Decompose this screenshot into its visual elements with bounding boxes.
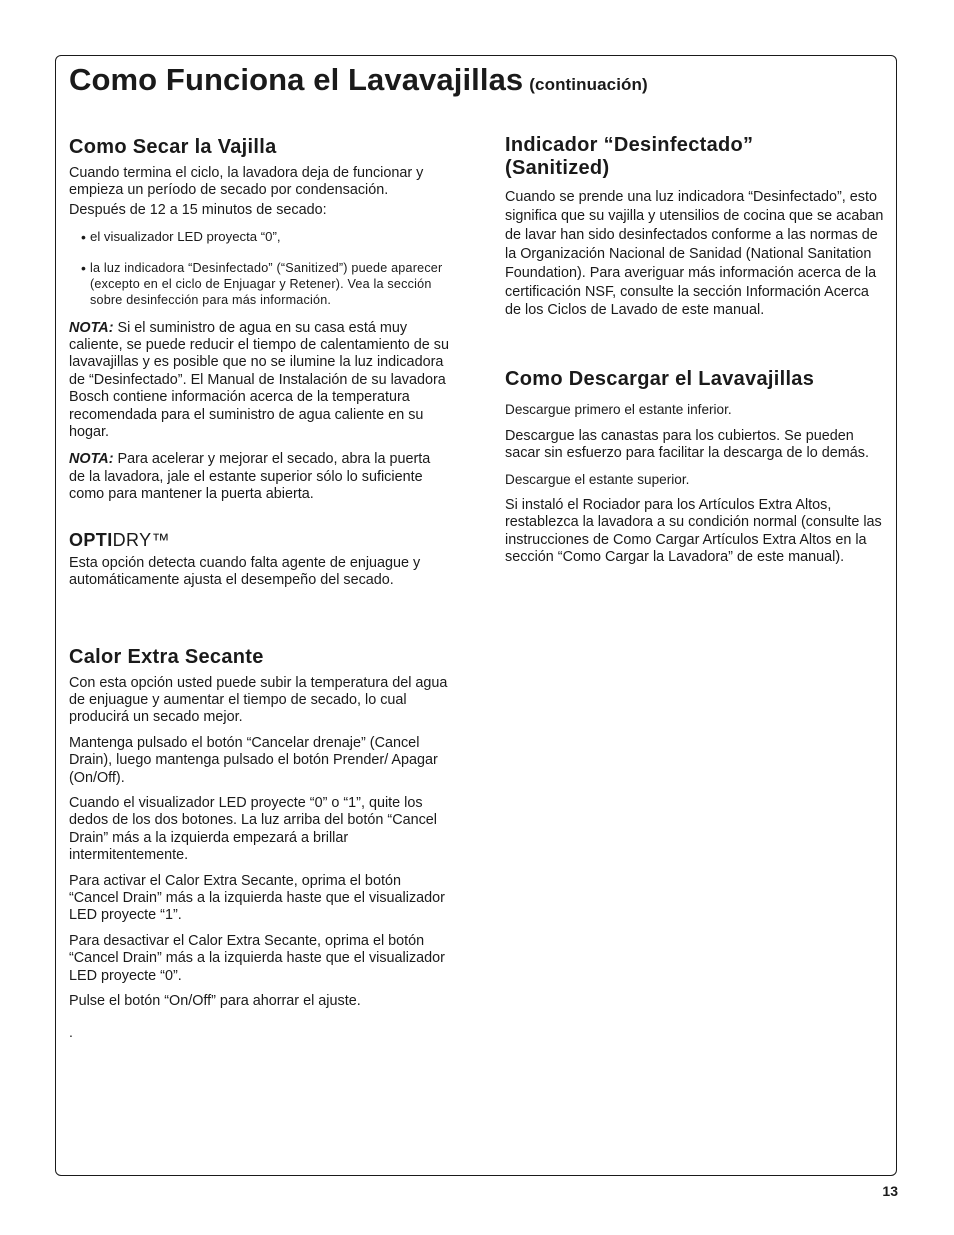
note-label: NOTA:	[69, 451, 114, 468]
unload-paragraph: Si instaló el Rociador para los Artículos Extra Altos, restablezca la lavadora a su condición normal (consulte las instrucciones de Como Cargar Artículos Extra Altos en la sección “Como Cargar la Lavadora” de este manual).	[505, 496, 882, 566]
page-title-main: Como Funciona el Lavavajillas	[69, 62, 524, 97]
optidry-bold: OPTI	[69, 529, 113, 550]
dry-bullet-list	[69, 229, 449, 307]
extra-dry-paragraph: Con esta opción usted puede subir la temperatura del agua de enjuague y aumentar el tiempo de secado, lo cual producirá un secado mejor.	[69, 674, 448, 726]
heading-sanitized-line1: Indicador “Desinfectado”	[505, 134, 754, 156]
left-column	[69, 136, 449, 1050]
trailing-dot: .	[69, 1024, 73, 1041]
unload-paragraph: Descargue las canastas para los cubiertos. Se pueden sacar sin esfuerzo para facilitar la descarga de lo demás.	[505, 427, 869, 462]
note-text: Si el suministro de agua en su casa está muy caliente, se puede reducir el tiempo de calentamiento de su lavavajillas y es posible que no se ilumine la luz indicadora de “Desinfectado”. El Manual de Instalación de su lavadora Bosch contiene información acerca de la temperatura recomendada para el suministro de agua caliente en su hogar.	[69, 319, 449, 441]
extra-dry-paragraph: Para desactivar el Calor Extra Secante, oprima el botón “Cancel Drain” más a la izquierda haste que el visualizador LED proyecte “0”.	[69, 932, 445, 984]
note-label: NOTA:	[69, 319, 114, 336]
extra-dry-paragraph: Pulse el botón “On/Off” para ahorrar el ajuste.	[69, 993, 361, 1009]
dry-intro: Cuando termina el ciclo, la lavadora deja de funcionar y empieza un período de secado por condensación.	[69, 165, 424, 199]
page-title-continued: (continuación)	[529, 75, 648, 94]
heading-extra-dry: Calor Extra Secante	[69, 645, 264, 668]
section-optidry	[69, 530, 449, 590]
optidry-text: Esta opción detecta cuando falta agente de enjuague y automáticamente ajusta el desempeño del secado.	[69, 554, 421, 589]
heading-optidry	[69, 530, 449, 551]
right-column	[505, 134, 885, 575]
list-item: • la luz indicadora “Desinfectado” (“Sanitized”) puede aparecer (excepto en el ciclo de Enjuagar y Retener). Vea la sección sobre desinfección para más información.	[69, 260, 449, 308]
heading-unload: Como Descargar el Lavavajillas	[505, 368, 815, 391]
heading-sanitized	[505, 134, 885, 180]
note-text: Para acelerar y mejorar el secado, abra la puerta de la lavadora, jale el estante superior sólo lo suficiente como para mantener la puerta abierta.	[69, 451, 431, 503]
page-number: 13	[882, 1183, 898, 1199]
optidry-rest: DRY™	[112, 529, 170, 550]
heading-dry-dishes: Como Secar la Vajilla	[69, 136, 277, 158]
extra-dry-paragraph: Para activar el Calor Extra Secante, oprima el botón “Cancel Drain” más a la izquierda haste que el visualizador LED proyecte “1”.	[69, 872, 445, 924]
dry-after: Después de 12 a 15 minutos de secado:	[69, 201, 327, 218]
sanitized-text: Cuando se prende una luz indicadora “Desinfectado”, esto significa que su vajilla y utensilios de cocina que se acaban de lavar han sido desinfectados conforme a las normas de la Organización Nacional de Sanidad (National Sanitation Foundation). Para averiguar más información acerca de la certificación NSF, consulte la sección Información Acerca de los Ciclos de Lavado de este manual.	[505, 189, 884, 319]
extra-dry-paragraph: Cuando el visualizador LED proyecte “0” o “1”, quite los dedos de los dos botones. La luz arriba del botón “Cancel Drain” más a la izquierda empezará a brillar intermitentemente.	[69, 794, 438, 864]
section-unload	[505, 368, 885, 566]
heading-sanitized-line2: (Sanitized)	[505, 157, 610, 179]
unload-paragraph: Descargue el estante superior.	[505, 471, 690, 487]
section-extra-dry	[69, 646, 449, 1042]
section-dry-dishes	[69, 136, 449, 504]
section-sanitized	[505, 134, 885, 320]
note-open-door	[69, 451, 449, 503]
list-item: • el visualizador LED proyecta “0”,	[69, 229, 449, 245]
note-hot-water	[69, 320, 449, 442]
unload-paragraph: Descargue primero el estante inferior.	[505, 402, 732, 418]
extra-dry-paragraph: Mantenga pulsado el botón “Cancelar drenaje” (Cancel Drain), luego mantenga pulsado el botón Prender/ Apagar (On/Off).	[69, 734, 438, 786]
page-title	[69, 62, 648, 98]
